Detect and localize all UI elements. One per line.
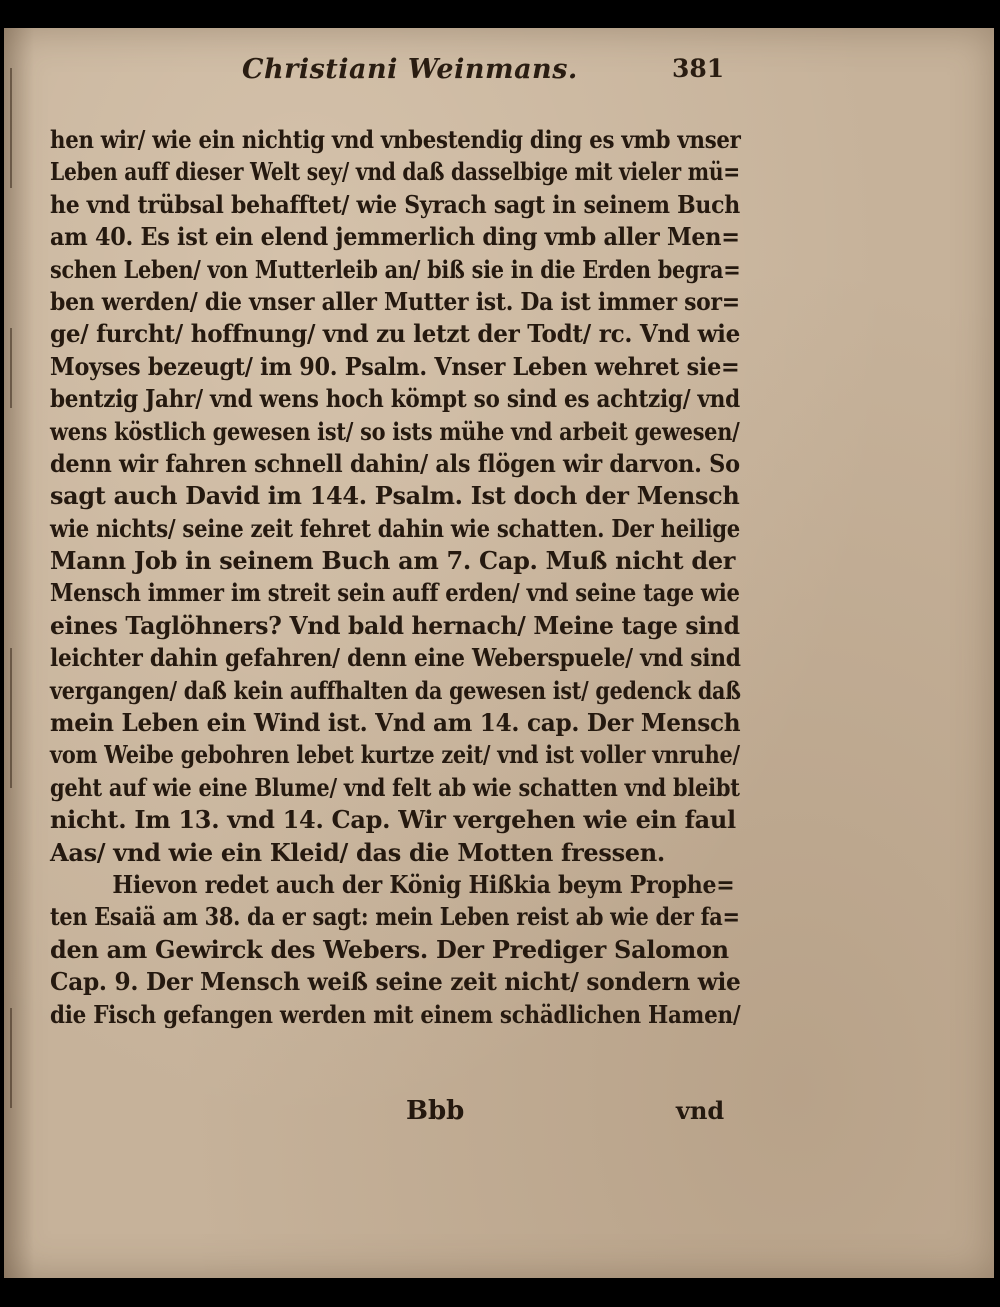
text-line: geht auf wie eine Blume/ vnd felt ab wie schatten vnd bleibt xyxy=(50,772,740,802)
text-line: vom Weibe gebohren lebet kurtze zeit/ vnd ist voller vnruhe/ xyxy=(50,740,740,770)
text-line: schen Leben/ von Mutterleib an/ biß sie in die Erden begra= xyxy=(50,254,741,284)
catchword: vnd xyxy=(676,1096,725,1125)
text-line: hen wir/ wie ein nichtig vnd vnbestendig ding es vmb vnser xyxy=(50,125,741,154)
text-line: Aas/ vnd wie ein Kleid/ das die Motten fressen. xyxy=(50,837,665,867)
spine-shadow xyxy=(10,648,12,788)
text-line: ten Esaiä am 38. da er sagt: mein Leben reist ab wie der fa= xyxy=(50,902,740,932)
text-line: ge/ furcht/ hoffnung/ vnd zu letzt der Todt/ rc. Vnd wie xyxy=(50,319,741,349)
page-header xyxy=(0,54,1000,94)
text-line: Leben auff dieser Welt sey/ vnd daß dasselbige mit vieler mü= xyxy=(50,157,740,187)
page-footer xyxy=(0,1096,1000,1132)
text-line: mein Leben ein Wind ist. Vnd am 14. cap. Der Mensch xyxy=(50,708,741,738)
text-line: denn wir fahren schnell dahin/ als flögen wir darvon. So xyxy=(50,448,740,478)
body-text xyxy=(50,124,740,1031)
text-line: wens köstlich gewesen ist/ so ists mühe vnd arbeit gewesen/ xyxy=(50,416,740,446)
running-title: Christiani Weinmans. xyxy=(242,54,578,85)
text-line: leichter dahin gefahren/ denn eine Weberspuele/ vnd sind xyxy=(50,643,741,673)
text-line: Mensch immer im streit sein auff erden/ vnd seine tage wie xyxy=(50,578,740,608)
text-line: he vnd trübsal behafftet/ wie Syrach sagt in seinem Buch xyxy=(50,189,740,219)
text-line: vergangen/ daß kein auffhalten da gewesen ist/ gedenck daß xyxy=(50,675,741,705)
text-line: bentzig Jahr/ vnd wens hoch kömpt so sind es achtzig/ vnd xyxy=(50,384,740,414)
text-line: eines Taglöhners? Vnd bald hernach/ Meine tage sind xyxy=(50,610,740,640)
text-line: Hievon redet auch der König Hißkia beym Prophe= xyxy=(112,869,735,899)
text-line: sagt auch David im 144. Psalm. Ist doch der Mensch xyxy=(50,481,740,511)
text-line: ben werden/ die vnser aller Mutter ist. Da ist immer sor= xyxy=(50,286,740,316)
text-line: die Fisch gefangen werden mit einem schädlichen Hamen/ xyxy=(50,999,741,1029)
text-line: Mann Job in seinem Buch am 7. Cap. Muß nicht der xyxy=(50,546,736,576)
spine-shadow xyxy=(10,328,12,408)
signature-mark: Bbb xyxy=(406,1096,465,1126)
spine-shadow xyxy=(10,1008,12,1108)
text-line: wie nichts/ seine zeit fehret dahin wie schatten. Der heilige xyxy=(50,513,741,543)
page-number: 381 xyxy=(672,54,725,83)
text-line: am 40. Es ist ein elend jemmerlich ding vmb aller Men= xyxy=(50,222,740,252)
text-line: Moyses bezeugt/ im 90. Psalm. Vnser Leben wehret sie= xyxy=(50,351,740,381)
text-line: Cap. 9. Der Mensch weiß seine zeit nicht/ sondern wie xyxy=(50,967,741,997)
text-line: den am Gewirck des Webers. Der Prediger Salomon xyxy=(50,934,729,964)
text-line: nicht. Im 13. vnd 14. Cap. Wir vergehen wie ein faul xyxy=(50,805,736,835)
